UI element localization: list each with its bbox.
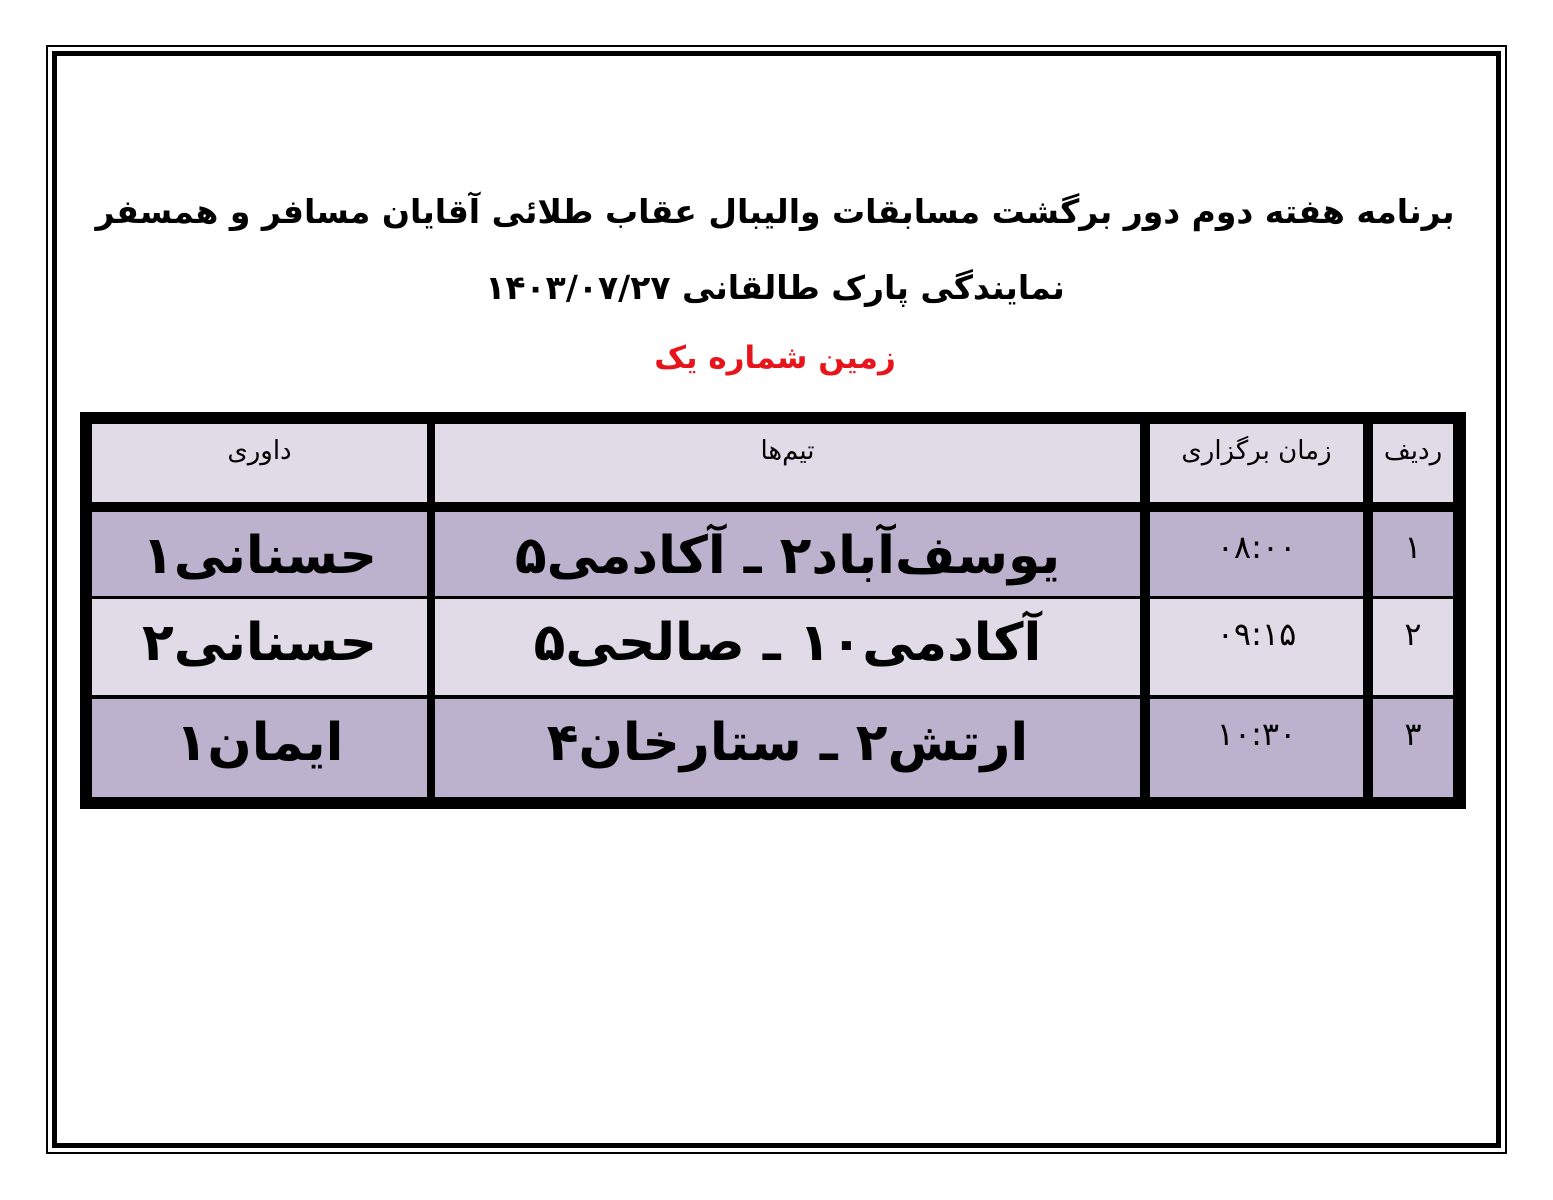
title-line-1: برنامه هفته دوم دور برگشت مسابقات والیبال عقاب طلائی آقایان مسافر و همسفر <box>95 192 1455 231</box>
row-1-time: ۰۸:۰۰ <box>1150 512 1363 596</box>
schedule-table <box>80 412 1466 809</box>
row-1-referee: حسنانی۱ <box>92 512 427 596</box>
row-1-number: ۱ <box>1373 512 1453 596</box>
row-3-number: ۳ <box>1373 699 1453 797</box>
header-cell-time: زمان برگزاری <box>1150 424 1363 502</box>
row-2-teams: آکادمی۱۰ ـ صالحی۵ <box>435 599 1140 695</box>
row-3-teams: ارتش۲ ـ ستارخان۴ <box>435 699 1140 797</box>
row-2-time: ۰۹:۱۵ <box>1150 599 1363 695</box>
header-cell-teams: تیم‌ها <box>435 424 1140 502</box>
row-2-referee: حسنانی۲ <box>92 599 427 695</box>
court-subtitle: زمین شماره یک <box>654 340 896 376</box>
row-2-number: ۲ <box>1373 599 1453 695</box>
header-cell-referee: داوری <box>92 424 427 502</box>
row-1-teams: یوسف‌آباد۲ ـ آکادمی۵ <box>435 512 1140 596</box>
title-line-2: نمایندگی پارک طالقانی ۱۴۰۳/۰۷/۲۷ <box>485 268 1065 307</box>
row-3-referee: ایمان۱ <box>92 699 427 797</box>
row-3-time: ۱۰:۳۰ <box>1150 699 1363 797</box>
header-cell-row: ردیف <box>1373 424 1453 502</box>
